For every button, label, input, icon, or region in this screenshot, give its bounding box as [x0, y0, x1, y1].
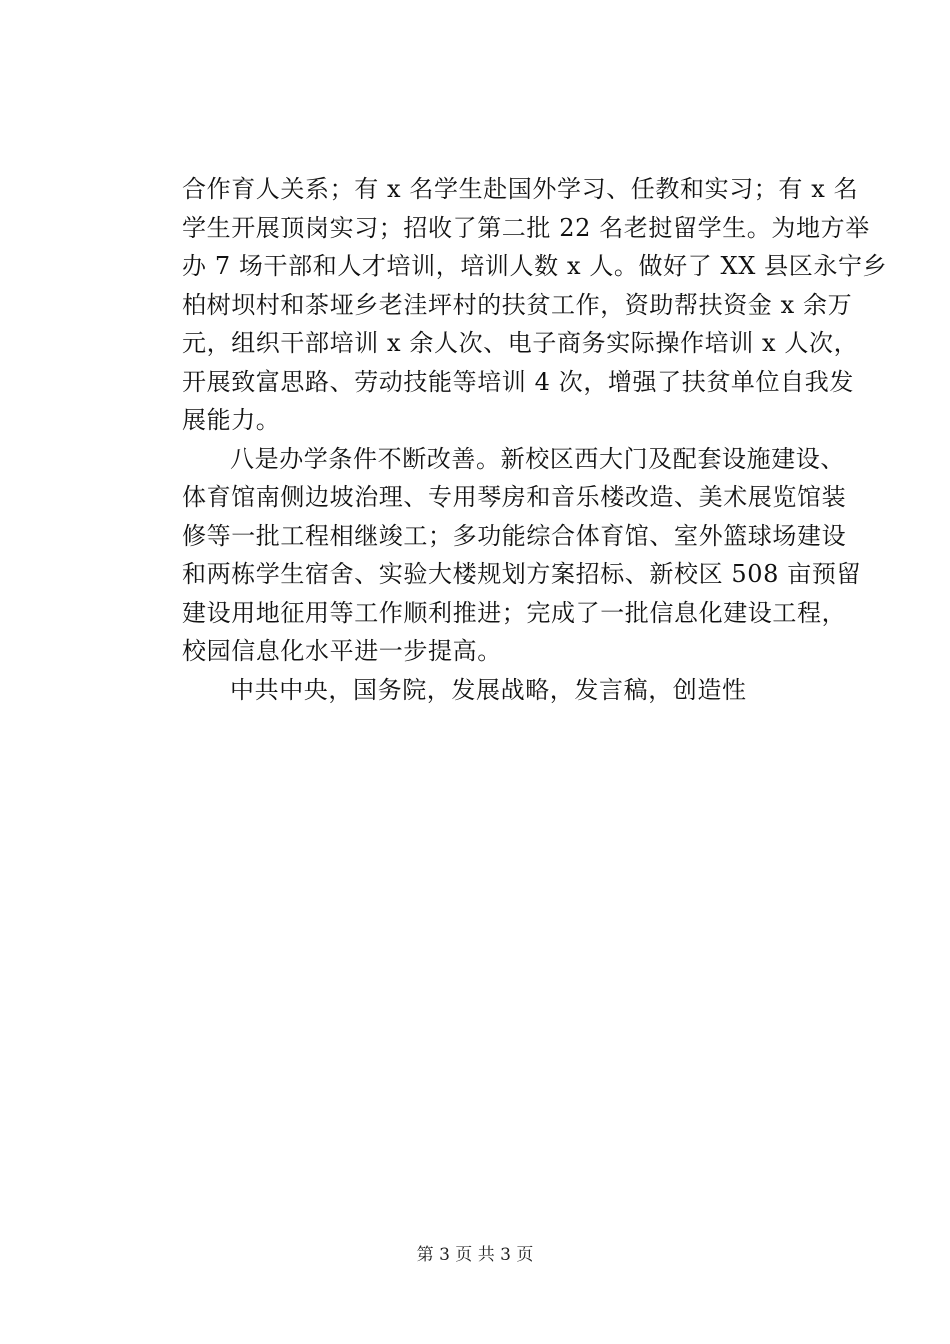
paragraph-line: 合作育人关系；有 x 名学生赴国外学习、任教和实习；有 x 名	[182, 175, 859, 203]
paragraph-line: 柏树坝村和茶垭乡老洼坪村的扶贫工作，资助帮扶资金 x 余万	[182, 290, 853, 319]
paragraph-1	[182, 170, 888, 440]
paragraph-line: 开展致富思路、劳动技能等培训 4 次，增强了扶贫单位自我发	[182, 367, 854, 396]
page-footer: 第 3 页 共 3 页	[416, 1245, 534, 1265]
paragraph-line: 和两栋学生宿舍、实验大楼规划方案招标、新校区 508 亩预留	[182, 560, 862, 588]
paragraph-line: 体育馆南侧边坡治理、专用琴房和音乐楼改造、美术展览馆装	[182, 483, 847, 511]
paragraph-line: 建设用地征用等工作顺利推进；完成了一批信息化建设工程，	[182, 598, 847, 627]
keywords-paragraph	[182, 671, 832, 710]
paragraph-2	[182, 440, 862, 671]
paragraph-line: 修等一批工程相继竣工；多功能综合体育馆、室外篮球场建设	[182, 521, 847, 550]
paragraph-line: 学生开展顶岗实习；招收了第二批 22 名老挝留学生。为地方举	[182, 213, 870, 242]
paragraph-line: 校园信息化水平进一步提高。	[182, 637, 502, 665]
keywords-line: 中共中央，国务院，发展战略，发言稿，创造性	[230, 675, 747, 704]
paragraph-line: 八是办学条件不断改善。新校区西大门及配套设施建设、	[230, 444, 845, 473]
document-body	[182, 170, 888, 709]
paragraph-line: 办 7 场干部和人才培训，培训人数 x 人。做好了 XX 县区永宁乡	[182, 252, 888, 280]
paragraph-line: 元，组织干部培训 x 余人次、电子商务实际操作培训 x 人次，	[182, 329, 859, 357]
paragraph-line: 展能力。	[182, 406, 281, 434]
